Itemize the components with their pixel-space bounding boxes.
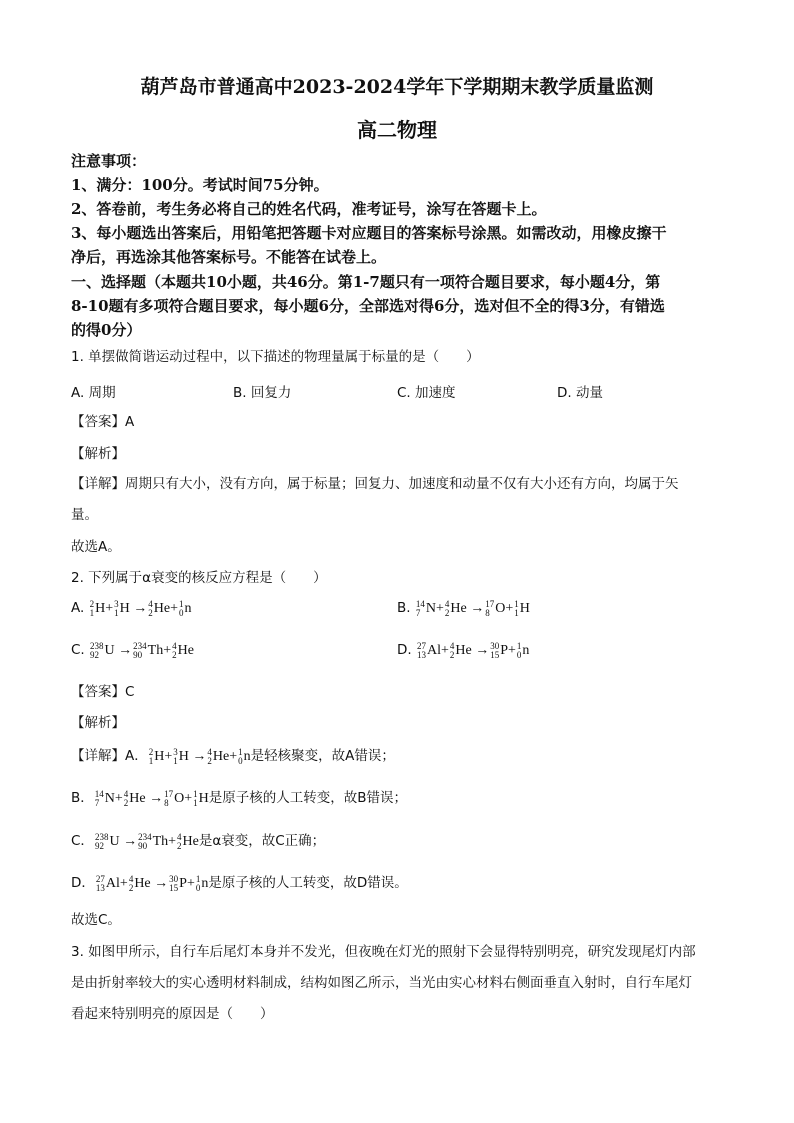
- q2-detail-d-equation: 27 13 Al+ 4 2 He → 30 15 P+ 1 0 n: [95, 873, 209, 893]
- notice-item-2: 2、答卷前，考生务必将自己的姓名代码，准考证号，涂写在答题卡上。: [71, 200, 547, 218]
- q2-option-c: C. 238 92 U → 234 90 Th+ 4 2 He: [71, 641, 194, 660]
- q1-option-a: A. 周期: [71, 385, 116, 401]
- q2-option-a: A. 2 1 H+ 3 1 H → 4 2 He+ 1 0 n: [71, 599, 192, 618]
- q1-option-c: C. 加速度: [397, 385, 456, 401]
- notice-item-3: 3、每小题选出答案后，用铅笔把答题卡对应题目的答案标号涂黑。如需改动，用橡皮擦干: [71, 224, 667, 242]
- notice-heading: 注意事项：: [71, 152, 147, 170]
- q1-conclusion: 故选A。: [71, 539, 121, 555]
- q1-stem: 1. 单摆做简谐运动过程中，以下描述的物理量属于标量的是（ ）: [71, 349, 480, 365]
- q2-option-a-equation: 2 1 H+ 3 1 H → 4 2 He+ 1 0 n: [89, 599, 192, 618]
- q2-detail-a-equation: 2 1 H+ 3 1 H → 4 2 He+ 1 0 n: [148, 746, 251, 766]
- q2-answer: 【答案】C: [71, 684, 135, 700]
- section-heading-line-2: 8-10题有多项符合题目要求，每小题6分，全部选对得6分，选对但不全的得3分，有错选: [71, 297, 665, 315]
- q2-detail-c-equation: 238 92 U → 234 90 Th+ 4 2 He: [94, 831, 199, 851]
- notice-item-3-cont: 净后，再选涂其他答案标号。不能答在试卷上。: [71, 248, 387, 266]
- q1-option-d: D. 动量: [557, 385, 603, 401]
- q2-detail-a: 【详解】A． 2 1 H+ 3 1 H → 4 2 He+ 1 0 n是轻核聚变，故A错误；: [71, 746, 395, 766]
- q2-analysis: 【解析】: [71, 715, 125, 731]
- q2-option-d: D. 27 13 Al+ 4 2 He → 30 15 P+ 1 0 n: [397, 641, 530, 660]
- q1-detail-line-2: 量。: [71, 507, 98, 523]
- q1-detail-line-1: 【详解】周期只有大小，没有方向，属于标量；回复力、加速度和动量不仅有大小还有方向，均属于矢: [71, 476, 679, 492]
- q1-option-b: B. 回复力: [233, 385, 292, 401]
- q2-stem: 2. 下列属于α衰变的核反应方程是（ ）: [71, 570, 327, 586]
- q2-option-b-equation: 14 7 N+ 4 2 He → 17 8 O+ 1 1 H: [415, 599, 530, 618]
- page-title: 葫芦岛市普通高中2023-2024学年下学期期末教学质量监测: [140, 76, 654, 98]
- q2-option-c-equation: 238 92 U → 234 90 Th+ 4 2 He: [90, 641, 194, 660]
- q2-detail-c: C． 238 92 U → 234 90 Th+ 4 2 He是α衰变，故C正确；: [71, 831, 326, 851]
- q3-stem-line-3: 看起来特别明亮的原因是（ ）: [71, 1006, 274, 1022]
- notice-item-1: 1、满分：100分。考试时间75分钟。: [71, 176, 329, 194]
- q2-detail-b: B． 14 7 N+ 4 2 He → 17 8 O+ 1 1 H是原子核的人工转变，故B错误；: [71, 788, 408, 808]
- page-subtitle: 高二物理: [357, 118, 437, 142]
- section-heading-line-1: 一、选择题（本题共10小题，共46分。第1-7题只有一项符合题目要求，每小题4分，第: [71, 273, 661, 291]
- q3-stem-line-2: 是由折射率较大的实心透明材料制成，结构如图乙所示，当光由实心材料右侧面垂直入射时，自行车尾灯: [71, 975, 692, 991]
- section-heading-line-3: 的得0分）: [71, 321, 142, 339]
- q2-option-b: B. 14 7 N+ 4 2 He → 17 8 O+ 1 1 H: [397, 599, 530, 618]
- q2-conclusion: 故选C。: [71, 912, 121, 928]
- q3-stem-line-1: 3. 如图甲所示，自行车后尾灯本身并不发光，但夜晚在灯光的照射下会显得特别明亮，研究发现尾灯内部: [71, 944, 696, 960]
- q2-option-d-equation: 27 13 Al+ 4 2 He → 30 15 P+ 1 0 n: [416, 641, 530, 660]
- q1-analysis: 【解析】: [71, 446, 125, 462]
- q1-answer: 【答案】A: [71, 414, 135, 430]
- q2-detail-d: D． 27 13 Al+ 4 2 He → 30 15 P+ 1 0 n是原子核的人工转变，故D错误。: [71, 873, 408, 893]
- q2-detail-b-equation: 14 7 N+ 4 2 He → 17 8 O+ 1 1 H: [94, 788, 209, 808]
